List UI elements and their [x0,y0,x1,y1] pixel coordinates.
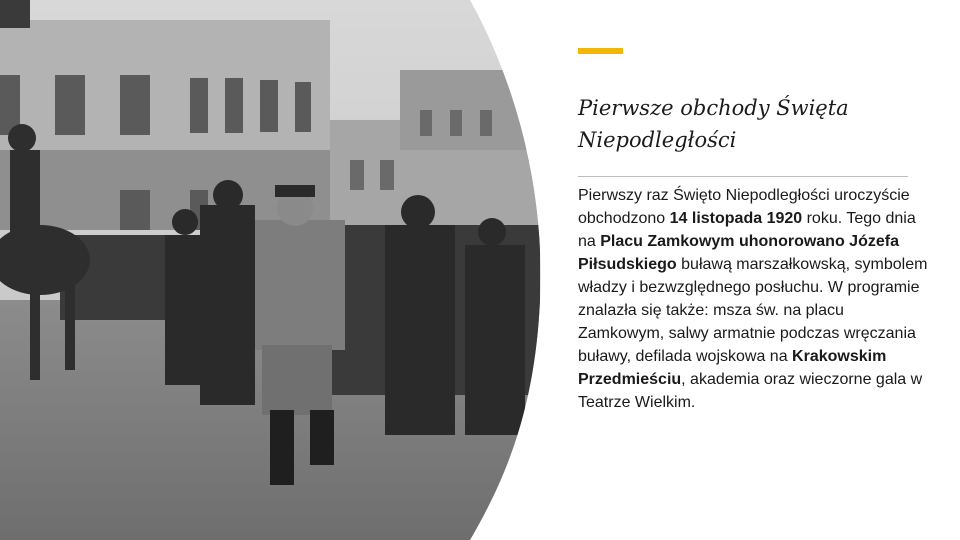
paragraph-run: buławą marszałkowską, symbolem władzy i bezwzględnego posłuchu. W programie znalazła się także: msza św. na placu Zamkowym, salwy armatnie podczas wręczania buławy, defilada wojskowa na [578,256,928,365]
paragraph-bold-run: Placu Zamkowym uhonorowano Józefa Piłsudskiego [578,233,899,273]
photo-corner-mark [0,0,30,28]
title-line-2: Niepodległości [578,128,737,152]
title-divider [578,176,908,177]
paragraph-bold-run: 14 listopada 1920 [669,210,803,227]
body-paragraph [578,184,928,414]
accent-bar [578,48,623,54]
paragraph-run: , akademia oraz wieczorne gala w Teatrze Wielkim. [578,371,923,411]
paragraph-run: roku. Tego dnia na [578,210,916,250]
paragraph-bold-run: Krakowskim Przedmieściu [578,348,887,388]
slide-title [578,92,908,156]
paragraph-run: Pierwszy raz Święto Niepodległości uroczyście obchodzono [578,187,910,227]
title-line-1: Pierwsze obchody Święta [578,96,849,120]
